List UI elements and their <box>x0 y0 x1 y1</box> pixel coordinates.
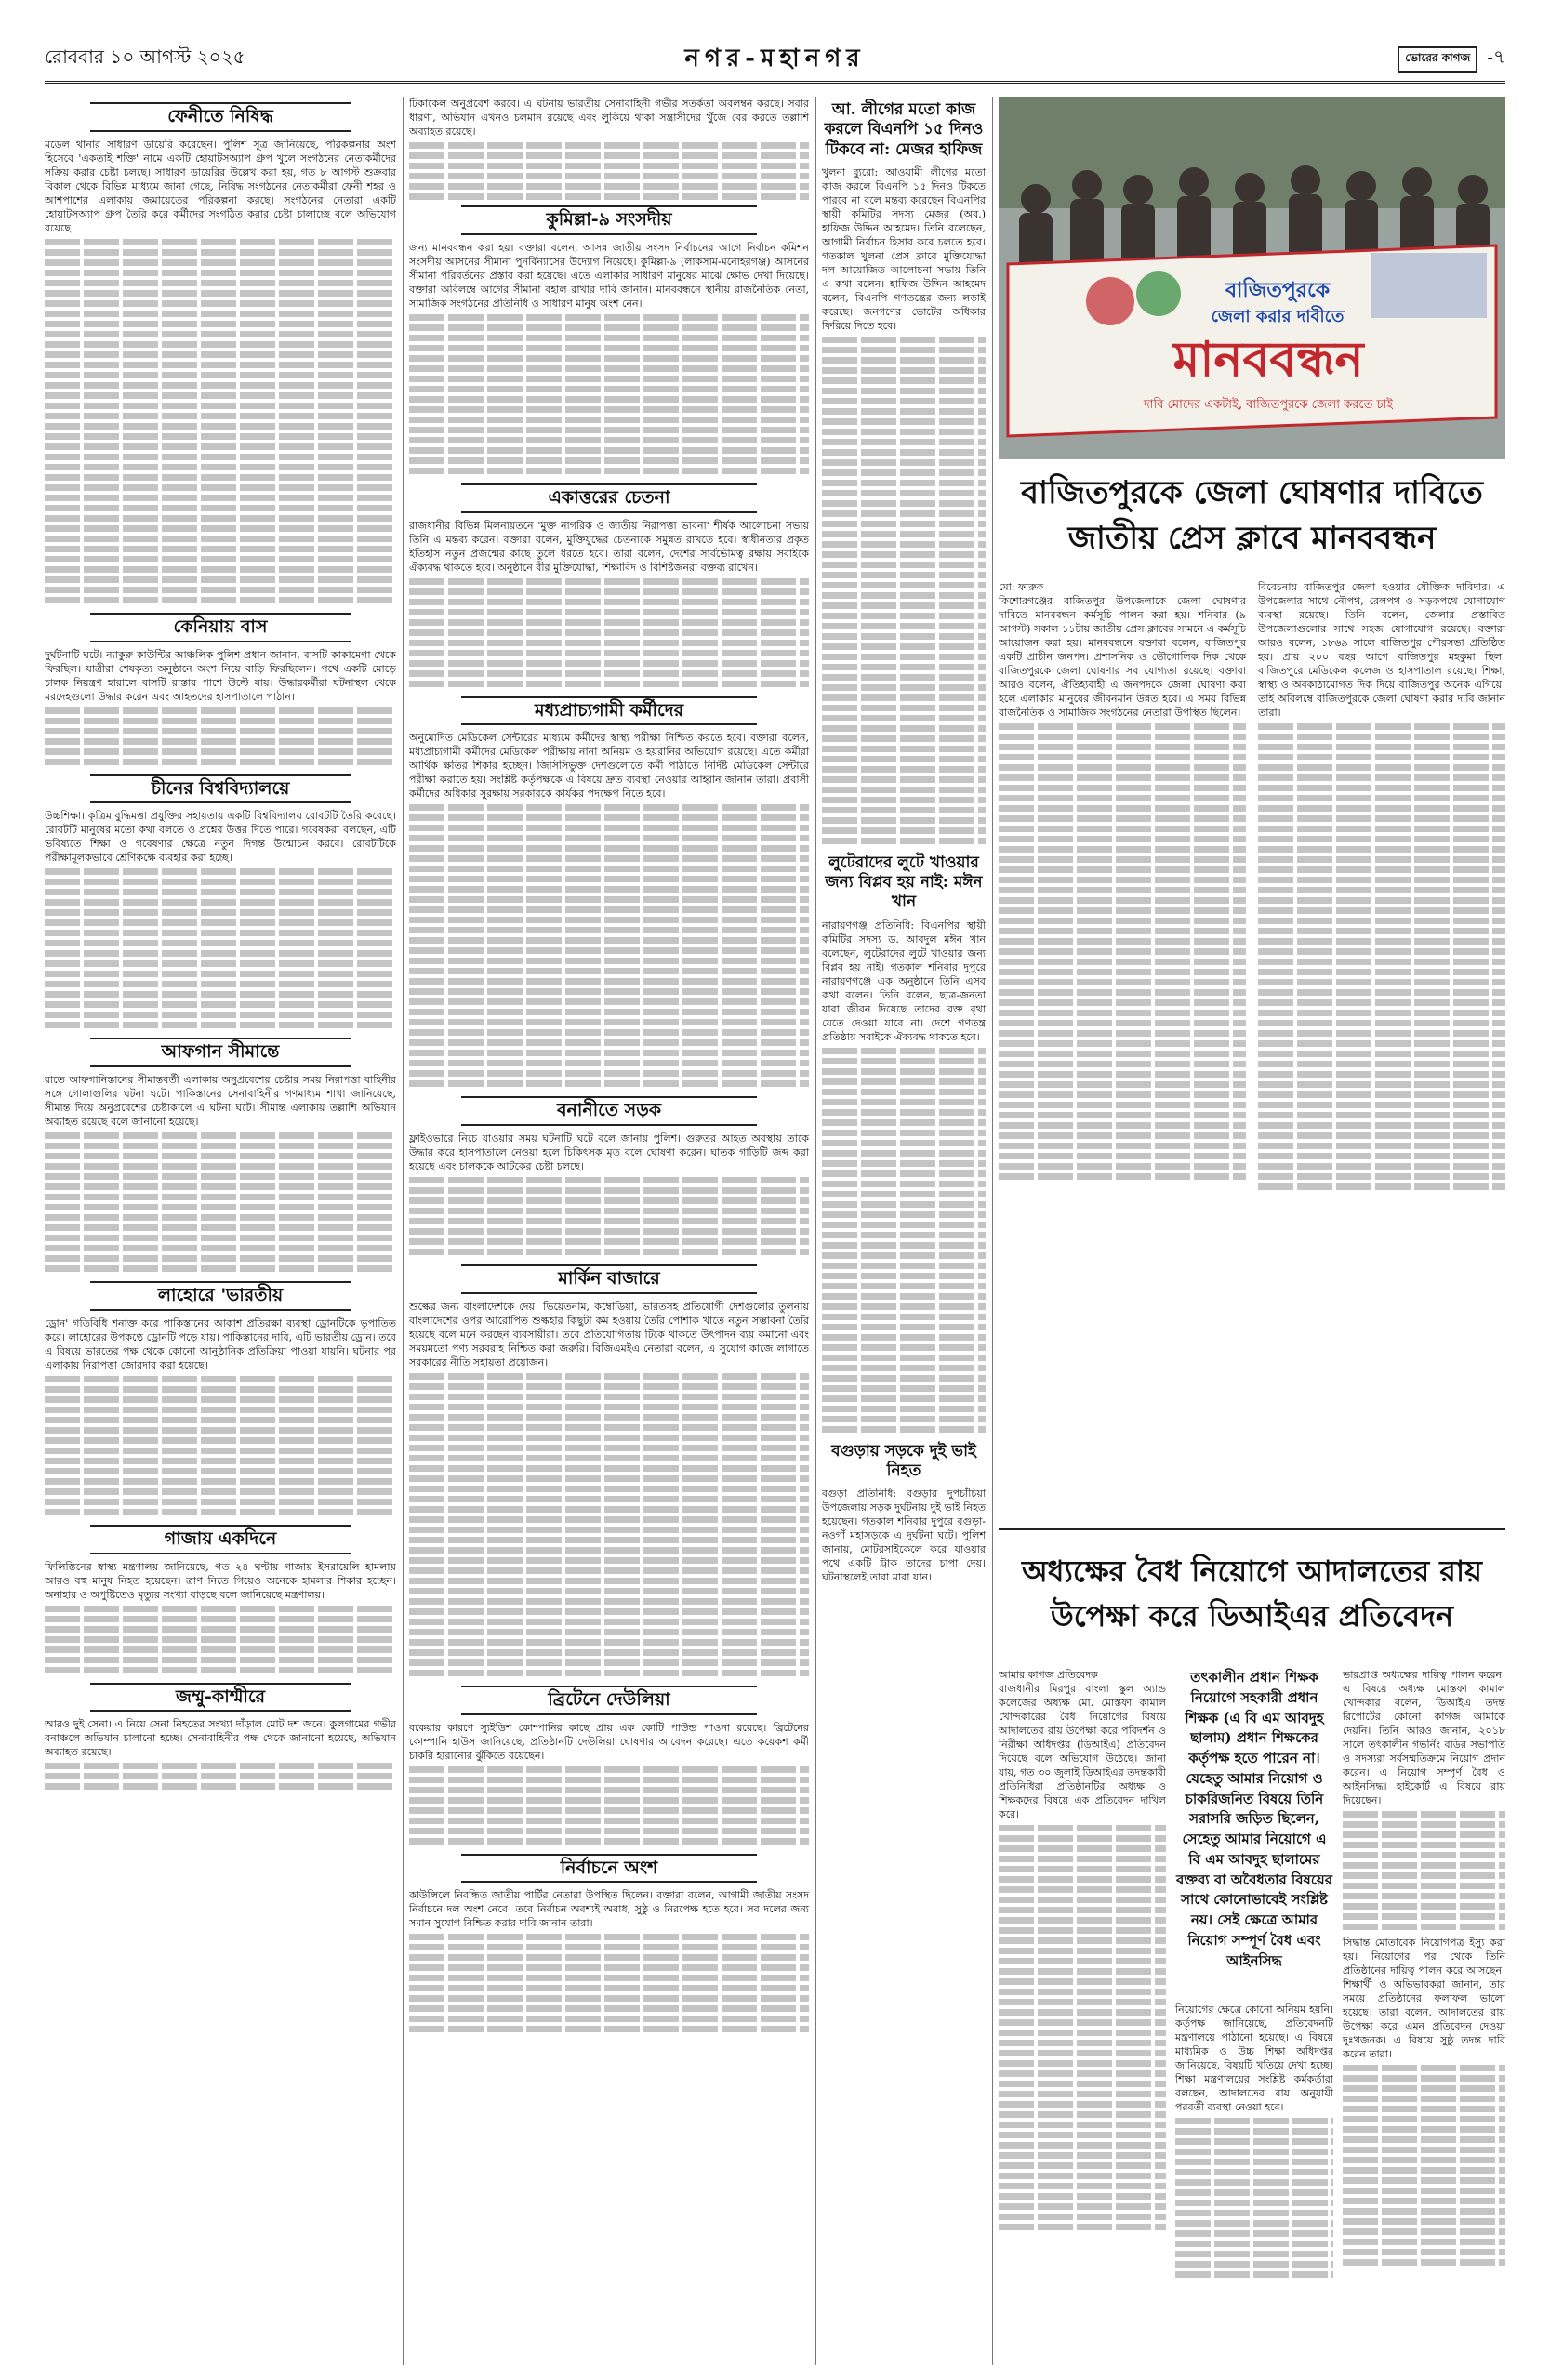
story-headline: কুমিল্লা-৯ সংসদীয় <box>461 205 757 235</box>
story-headline: মার্কিন বাজারে <box>461 1264 757 1294</box>
story-headline: কেনিয়ায় বাস <box>90 613 351 642</box>
story-china <box>45 774 396 1029</box>
story-body: জন্য মানববন্ধন করা হয়। বক্তারা বলেন, আসন্ন জাতীয় সংসদ নির্বাচনের আগে নির্বাচন কমিশন সংসদীয় আসনের সীমানা পুনর্বিন্যাসের উদ্যোগ নিয়েছে। কুমিল্লা-৯ (লাকসাম-মনোহরগঞ্জ) আসনের সীমানা পরিবর্তনের প্রস্তাব করা হয়েছে। এতে এলাকার সাধারণ মানুষের মাঝে ক্ষোভ দেখা দিয়েছে। বক্তারা অবিলম্বে আগের সীমানা বহাল রাখার দাবি জানান। মানববন্ধনে স্থানীয় রাজনৈতিক নেতা, সামাজিক সংগঠনের প্রতিনিধি ও সাধারণ মানুষ অংশ নেন। <box>409 241 809 310</box>
story-headline: নির্বাচনে অংশ <box>461 1854 757 1884</box>
page-content <box>45 97 1505 2365</box>
story-bogura <box>822 1442 986 1585</box>
story-body: নিয়োগের ক্ষেত্রে কোনো অনিয়ম হয়নি। কর্তৃপক্ষ জানিয়েছে, প্রতিবেদনটি মন্ত্রণালয়ে পাঠানো হয়েছে। এ বিষয়ে মাধ্যমিক ও উচ্চ শিক্ষা অধিদপ্তর জানিয়েছে, বিষয়টি খতিয়ে দেখা হচ্ছে। শিক্ষা মন্ত্রণালয়ের সংশ্লিষ্ট কর্মকর্তারা বলছেন, আদালতের রায় অনুযায়ী পরবর্তী ব্যবস্থা নেওয়া হবে। <box>1175 2003 1333 2113</box>
story-body: বগুড়া প্রতিনিধি: বগুড়ার দুপচাঁচিয়া উপজেলায় সড়ক দুর্ঘটনায় দুই ভাই নিহত হয়েছেন। গতকাল শনিবার দুপুরে বগুড়া-নওগাঁ মহাসড়কে এ দুর্ঘটনা ঘটে। পুলিশ জানায়, মোটরসাইকেলে করে যাওয়ার পথে একটি ট্রাক তাদের চাপা দেয়। ঘটনাস্থলেই তারা মারা যান। <box>822 1488 986 1583</box>
masthead-logo: ভোরের কাগজ <box>1398 46 1477 73</box>
story-feni <box>45 102 396 603</box>
svg-text:দাবি মোদের একটাই, বাজিতপুরকে জ: দাবি মোদের একটাই, বাজিতপুরকে জেলা করতে চাই <box>1143 398 1394 412</box>
story-body: বিবেচনায় বাজিতপুর জেলা হওয়ার যৌক্তিক দাবিদার। এ উপজেলার সাথে নৌপথ, রেলপথ ও সড়কপথে যোগাযোগ ব্যবস্থা রয়েছে। তিনি বলেন, জেলার প্রস্তাবিত উপজেলাগুলোর সাথে সহজ যোগাযোগ রয়েছে। বক্তারা আরও বলেন, ১৮৬৯ সালে বাজিতপুর পৌরসভা প্রতিষ্ঠিত হয়। প্রায় ২০০ বছর আগে বাজিতপুর মহকুমা ছিল। বাজিতপুরে মেডিকেল কলেজ ও হাসপাতাল রয়েছে। শিক্ষা, স্বাস্থ্য ও অবকাঠামোগত দিক দিয়ে বাজিতপুর অনেক এগিয়ে। তাই অবিলম্বে বাজিতপুরকে জেলা ঘোষণা করার দাবি জানান তারা। <box>1258 581 1505 719</box>
story-headline: মধ্যপ্রাচ্যগামী কর্মীদের <box>461 696 757 726</box>
column-rule <box>815 97 816 2365</box>
second-article-col-a <box>999 1668 1166 2365</box>
story-body: দুর্ঘটনাটি ঘটে। ন্যাকুরু কাউন্টির আঞ্চলিক পুলিশ প্রধান জানান, বাসটি কাকামেগা থেকে ফিরছিল। যাত্রীরা শেষকৃত্য অনুষ্ঠানে অংশ নিয়ে বাড়ি ফিরছিলেন। পথে একটি মোড়ে চালক নিয়ন্ত্রণ হারালে বাসটি রাস্তার পাশে উল্টে যায়। উদ্ধারকর্মীরা ঘটনাস্থল থেকে মরদেহগুলো উদ্ধার করেন এবং আহতদের হাসপাতালে পাঠান। <box>45 648 396 703</box>
second-article-col-b <box>1175 2003 1333 2365</box>
story-body: শুল্কের জন্য বাংলাদেশকে দেয়। ভিয়েতনাম, কম্বোডিয়া, ভারতসহ প্রতিযোগী দেশগুলোর তুলনায় বাংলাদেশের ওপর আরোপিত শুল্কহার কিছুটা কম হওয়ায় তৈরি পোশাক খাতে নতুন সম্ভাবনা তৈরি হয়েছে বলে মনে করছেন ব্যবসায়ীরা। তবে প্রতিযোগিতায় টিকে থাকতে উৎপাদন ব্যয় কমানো এবং সময়মতো পণ্য সরবরাহ নিশ্চিত করা জরুরি। বিজিএমইএ নেতারা বলেন, এ সুযোগ কাজে লাগাতে সরকারের নীতি সহায়তা প্রয়োজন। <box>409 1300 809 1368</box>
story-ekattor <box>409 483 809 687</box>
story-headline: গাজায় একদিনে <box>90 1525 351 1554</box>
news-photo <box>999 97 1505 459</box>
story-body: আরও দুই সেনা। এ নিয়ে সেনা নিহতের সংখ্যা দাঁড়াল মোট দশ জনে। কুলগামের গভীর বনাঞ্চলে অভিযান চালানো হচ্ছে। সেনাবাহিনীর পক্ষ থেকে জানানো হয়েছে, অভিযান অব্যাহত রয়েছে। <box>45 1718 396 1759</box>
story-britain <box>409 1686 809 1844</box>
story-kenya <box>45 613 396 765</box>
story-body: রাতে আফগানিস্তানের সীমান্তবর্তী এলাকায় অনুপ্রবেশের চেষ্টার সময় নিরাপত্তা বাহিনীর সঙ্গে গোলাগুলির ঘটনা ঘটে। পাকিস্তানের সেনাবাহিনীর গণমাধ্যম শাখা জানিয়েছে, সীমান্ত দিয়ে অনুপ্রবেশের চেষ্টাকালে এ ঘটনা ঘটে। সীমান্ত এলাকায় তল্লাশি অভিযান অব্যাহত রয়েছে বলে জানানো হয়েছে। <box>45 1074 396 1128</box>
story-body: নারায়ণগঞ্জ প্রতিনিধি: বিএনপির স্থায়ী কমিটির সদস্য ড. আবদুল মঈন খান বলেছেন, লুটেরাদের লুটে খাওয়ার জন্য বিপ্লব হয় নাই। গতকাল শনিবার দুপুরে নারায়ণগঞ্জে এক অনুষ্ঠানে তিনি এসব কথা বলেন। তিনি বলেন, ছাত্র-জনতা যারা জীবন দিয়েছে তাদের রক্ত বৃথা যেতে দেওয়া যাবে না। দেশে গণতন্ত্র প্রতিষ্ঠায় সবাইকে ঐক্যবদ্ধ থাকতে হবে। <box>822 919 986 1043</box>
column-rule <box>992 97 993 2365</box>
section-divider <box>999 1528 1505 1530</box>
story-headline: লাহোরে 'ভারতীয় <box>90 1281 351 1311</box>
story-afghan <box>45 1038 396 1272</box>
story-body: সিদ্ধান্ত মোতাবেক নিয়োগপত্র ইস্যু করা হয়। নিয়োগের পর থেকে তিনি প্রতিষ্ঠানের দায়িত্ব পালন করে আসছেন। শিক্ষার্থী ও অভিভাবকরা জানান, তার সময়ে প্রতিষ্ঠানের ফলাফল ভালো হয়েছে। তারা বলেন, আদালতের রায় উপেক্ষা করে এমন প্রতিবেদন দেওয়া দুঃখজনক। এ বিষয়ে সুষ্ঠু তদন্ত দাবি করেন তারা। <box>1343 1937 1505 2060</box>
story-headline: আ. লীগের মতো কাজ করলে বিএনপি ১৫ দিনও টিকবে না: মেজর হাফিজ <box>824 100 984 159</box>
story-body: ভারপ্রাপ্ত অধ্যক্ষের দায়িত্ব পালন করেন। এ বিষয়ে অধ্যক্ষ মোস্তফা কামাল খোন্দকার বলেন, ডিআইএ তদন্ত রিপোর্টের কোনো কাগজ আমাকে দেয়নি। তিনি আরও জানান, ২০১৮ সালে তৎকালীন গভর্নিং বডির সভাপতি ও সদস্যরা সর্বসম্মতিক্রমে নিয়োগ প্রদান করেন। এ নিয়োগ সম্পূর্ণ বৈধ ও আইনসিদ্ধ। হাইকোর্ট এ বিষয়ে রায় দিয়েছেন। <box>1343 1669 1505 1806</box>
section-title: নগর-মহানগর <box>684 44 866 73</box>
story-body: অনুমোদিত মেডিকেল সেন্টারের মাধ্যমে কর্মীদের স্বাস্থ্য পরীক্ষা নিশ্চিত করতে হবে। বক্তারা বলেন, মধ্যপ্রাচ্যগামী কর্মীদের মেডিকেল পরীক্ষায় নানা অনিয়ম ও হয়রানির অভিযোগ রয়েছে। এতে কর্মীরা আর্থিক ক্ষতির শিকার হচ্ছেন। জিসিসিভুক্ত দেশগুলোতে কর্মী পাঠাতে নির্দিষ্ট মেডিকেল সেন্টারে পরীক্ষা করাতে হয়। সংশ্লিষ্ট কর্তৃপক্ষকে এ বিষয়ে দ্রুত ব্যবস্থা নেওয়ার আহ্বান জানান তারা। প্রবাসী কর্মীদের অধিকার সুরক্ষায় সরকারকে কার্যকর পদক্ষেপ নিতে হবে। <box>409 732 809 800</box>
page-header <box>45 37 1505 84</box>
story-banani <box>409 1096 809 1255</box>
story-major-hafiz <box>822 100 986 844</box>
story-gaza <box>45 1525 396 1673</box>
story-headline: একাত্তরের চেতনা <box>461 483 757 513</box>
story-body: আমার কাগজ প্রতিবেদক রাজধানীর মিরপুর বাংলা স্কুল অ্যান্ড কলেজের অধ্যক্ষ মো. মোস্তফা কামাল খোন্দকারের বৈধ নিয়োগের বিষয়ে আদালতের রায় উপেক্ষা করে পরিদর্শন ও নিরীক্ষা অধিদপ্তর (ডিআইএ) প্রতিবেদন দিয়েছে বলে অভিযোগ উঠেছে। জানা যায়, গত ৩০ জুলাই ডিআইএর তদন্তকারী প্রতিনিধিরা প্রতিষ্ঠানটির অধ্যক্ষ ও শিক্ষকদের বিষয়ে এক প্রতিবেদন দাখিল করে। <box>999 1669 1166 1820</box>
column-3 <box>822 97 986 2365</box>
svg-text:বাজিতপুরকে: বাজিতপুরকে <box>1225 279 1331 302</box>
story-middle-east-workers <box>409 696 809 1088</box>
pull-quote: তৎকালীন প্রধান শিক্ষক নিয়োগে সহকারী প্রধান শিক্ষক (এ বি এম আবদুহ ছালাম) প্রধান শিক্ষকের কর্তৃপক্ষ হতে পারেন না। যেহেতু আমার নিয়োগ ও চাকরিজনিত বিষয়ে তিনি সরাসরি জড়িত ছিলেন, সেহেতু আমার নিয়োগে এ বি এম আবদুহ ছালামের বক্তব্য বা অবৈধতার বিষয়ের সাথে কোনোভাবেই সংশ্লিষ্ট নয়। সেই ক্ষেত্রে আমার নিয়োগ সম্পূর্ণ বৈধ এবং আইনসিদ্ধ <box>1176 1669 1332 1969</box>
svg-text:মানববন্ধন: মানববন্ধন <box>1172 332 1364 388</box>
lead-article <box>999 580 1505 1510</box>
human-chain-photo <box>999 97 1505 459</box>
story-body: খুলনা ব্যুরো: আওয়ামী লীগের মতো কাজ করলে বিএনপি ১৫ দিনও টিকতে পারবে না বলে মন্তব্য করেছেন বিএনপির স্থায়ী কমিটির সদস্য মেজর (অব.) হাফিজ উদ্দিন আহমেদ। তিনি বলেছেন, আগামী নির্বাচন হিসাব করে চলতে হবে। গতকাল খুলনা প্রেস ক্লাবে মুক্তিযোদ্ধা দল আয়োজিত আলোচনা সভায় তিনি এ কথা বলেন। হাফিজ উদ্দিন আহমেদ বলেন, বিএনপি গণতন্ত্রের জন্য লড়াই করেছে। জনগণের ভোটের অধিকার ফিরিয়ে দিতে হবে। <box>822 165 986 332</box>
column-rule <box>403 97 404 2365</box>
story-kashmir <box>45 1683 396 1791</box>
page-number: -৭ <box>1487 46 1505 68</box>
story-moyeen-khan <box>822 853 986 1433</box>
lead-article-col-b <box>1258 580 1505 1510</box>
story-election <box>409 1854 809 2033</box>
story-headline: ফেনীতে নিষিদ্ধ <box>90 102 351 132</box>
story-headline: ব্রিটেনে দেউলিয়া <box>461 1686 757 1715</box>
story-headline: বনানীতে সড়ক <box>461 1096 757 1126</box>
story-headline: আফগান সীমান্তে <box>90 1038 351 1067</box>
story-body: বকেয়ার কারণে স্যুইডিশ কোম্পানির কাছে প্রায় এক কোটি পাউন্ড পাওনা রয়েছে। ব্রিটেনের কোম্পানি হাউস জানিয়েছে, প্রতিষ্ঠানটি দেউলিয়া ঘোষণার আবেদন করেছে। এতে কয়েকশ কর্মী চাকরি হারানোর ঝুঁকিতে রয়েছেন। <box>409 1721 809 1762</box>
story-body: উচ্চশিক্ষা। কৃত্রিম বুদ্ধিমত্তা প্রযুক্তির সহায়তায় একটি বিশ্ববিদ্যালয় রোবটটি তৈরি করেছে। রোবটটি মানুষের মতো কথা বলতে ও প্রশ্নের উত্তর দিতে পারে। গবেষকরা বলছেন, এটি ভবিষ্যতে শিক্ষা ও গবেষণার ক্ষেত্রে নতুন দিগন্ত উন্মোচন করবে। রোবটটিকে পরীক্ষামূলকভাবে শ্রেণিকক্ষে ব্যবহার করা হচ্ছে। <box>45 810 396 865</box>
story-body: মো: ফারুক কিশোরগঞ্জের বাজিতপুর উপজেলাকে জেলা ঘোষণার দাবিতে মানববন্ধন কর্মসূচি পালন করা হয়। শনিবার (৯ আগস্ট) সকাল ১১টায় জাতীয় প্রেস ক্লাবের সামনে এ কর্মসূচি আয়োজন করা হয়। মানববন্ধনে বক্তারা বলেন, বাজিতপুর একটি প্রাচীন জনপদ। প্রশাসনিক ও ভৌগোলিক দিক থেকে বাজিতপুরকে জেলা ঘোষণার সব যোগ্যতা রয়েছে। বক্তারা আরও বলেন, ঐতিহ্যবাহী এ জনপদকে জেলা ঘোষণা করা হলে এলাকার মানুষের জীবনমান উন্নত হবে। এ সময় বিভিন্ন রাজনৈতিক ও সামাজিক সংগঠনের নেতারা উপস্থিত ছিলেন। <box>999 581 1246 719</box>
column-1 <box>45 97 396 2365</box>
story-body: মডেল থানার সাধারণ ডায়েরি করেছেন। পুলিশ সূত্র জানিয়েছে, পরিকল্পনার অংশ হিসেবে 'একতাই শক্তি' নামে একটি হোয়াটসঅ্যাপ গ্রুপ খুলে সংগঠনের নেতাকর্মীদের সক্রিয় করার চেষ্টা চলছে। সাধারণ ডায়েরির উল্লেখ করা হয়, গত ৮ আগস্ট শুক্রবার বিকাল থেকে বিভিন্ন মাধ্যমে জানা গেছে, নিষিদ্ধ সংগঠনের নেতাকর্মীরা ফেনী শহর ও আশপাশের এলাকায় জমায়েতের পরিকল্পনা করছে। সংগঠনের নেতারা একটি হোয়াটসঅ্যাপ গ্রুপ তৈরি করে কর্মীদের সংগঠিত করার চেষ্টা চালাচ্ছে বলে অভিযোগ রয়েছে। <box>45 138 396 234</box>
story-headline: জম্মু-কাশ্মীরে <box>90 1683 351 1712</box>
lead-headline: বাজিতপুরকে জেলা ঘোষণার দাবিতে জাতীয় প্রেস ক্লাবে মানববন্ধন <box>1021 474 1483 558</box>
story-headline: লুটেরাদের লুটে খাওয়ার জন্য বিপ্লব হয় নাই: মঈন খান <box>825 853 983 912</box>
story-headline: বগুড়ায় সড়কে দুই ভাই নিহত <box>831 1441 976 1480</box>
story-lahore <box>45 1281 396 1515</box>
svg-text:জেলা করার দাবীতে: জেলা করার দাবীতে <box>1211 307 1345 326</box>
issue-date: রোববার ১০ আগস্ট ২০২৫ <box>45 46 245 68</box>
story-headline: চীনের বিশ্ববিদ্যালয়ে <box>90 774 351 804</box>
story-body: কাউন্সিলে নিবন্ধিত জাতীয় পার্টির নেতারা উপস্থিত ছিলেন। বক্তারা বলেন, আগামী জাতীয় সংসদ নির্বাচনে দল অংশ নেবে। তবে নির্বাচন অবশ্যই অবাধ, সুষ্ঠু ও নিরপেক্ষ হতে হবে। সব দলের জন্য সমান সুযোগ নিশ্চিত করার দাবি জানান তারা। <box>409 1889 809 1930</box>
story-us-market <box>409 1264 809 1676</box>
continued-text: টিকাকেল অনুপ্রবেশ করবে। এ ঘটনায় ভারতীয় সেনাবাহিনী গভীর সতর্কতা অবলম্বন করছে। সবার ধারণা, অভিযান এখনও চলমান রয়েছে এবং লুকিয়ে থাকা সন্ত্রাসীদের খুঁজে বের করতে তল্লাশি অব্যাহত রয়েছে। <box>409 98 809 138</box>
story-body: রাজধানীর বিভিন্ন মিলনায়তনে 'মুক্ত নাগরিক ও জাতীয় নিরাপত্তা ভাবনা' শীর্ষক আলোচনা সভায় তিনি এ মন্তব্য করেন। বক্তারা বলেন, মুক্তিযুদ্ধের চেতনাকে সমুন্নত রাখতে হবে। স্বাধীনতার প্রকৃত ইতিহাস নতুন প্রজন্মের কাছে তুলে ধরতে হবে। তারা বলেন, দেশের সার্বভৌমত্ব রক্ষায় সবাইকে ঐক্যবদ্ধ থাকতে হবে। অনুষ্ঠানে বীর মুক্তিযোদ্ধা, শিক্ষাবিদ ও বিশিষ্টজনরা বক্তব্য রাখেন। <box>409 519 809 574</box>
story-body: ফ্লাইওভারে নিচে যাওয়ার সময় ঘটনাটি ঘটে বলে জানায় পুলিশ। গুরুতর আহত অবস্থায় তাকে উদ্ধার করে হাসপাতালে নেওয়া হলে চিকিৎসক মৃত বলে ঘোষণা করেন। ঘাতক গাড়িটি জব্দ করা হয়েছে এবং চালককে আটকের চেষ্টা চলছে। <box>409 1132 809 1172</box>
story-body: ড্রোন' গতিবিধি শনাক্ত করে পাকিস্তানের আকাশ প্রতিরক্ষা ব্যবস্থা ড্রোনটিকে ভূপাতিত করে। লাহোরের উপকণ্ঠে ড্রোনটি পড়ে যায়। পাকিস্তানের দাবি, এটি ভারতীয় ড্রোন। তবে এ বিষয়ে ভারতের পক্ষ থেকে কোনো আনুষ্ঠানিক প্রতিক্রিয়া পাওয়া যায়নি। ঘটনার পর এলাকায় নিরাপত্তা জোরদার করা হয়েছে। <box>45 1316 396 1371</box>
story-body: ফিলিস্তিনের স্বাস্থ্য মন্ত্রণালয় জানিয়েছে, গত ২৪ ঘণ্টায় গাজায় ইসরায়েলি হামলায় আরও বহু মানুষ নিহত হয়েছেন। ত্রাণ নিতে গিয়েও অনেকে হামলার শিকার হচ্ছেন। অনাহার ও অপুষ্টিতেও মৃত্যুর সংখ্যা বাড়ছে বলে জানিয়েছে মন্ত্রণালয়। <box>45 1560 396 1601</box>
header-right <box>1152 44 1505 74</box>
lead-article-col-a <box>999 580 1246 1510</box>
second-article-col-c <box>1343 1668 1505 2365</box>
second-headline: অধ্যক্ষের বৈধ নিয়োগে আদালতের রায় উপেক্ষা করে ডিআইএর প্রতিবেদন <box>1021 1554 1483 1633</box>
column-2 <box>409 97 809 2365</box>
story-cumilla <box>409 205 809 474</box>
